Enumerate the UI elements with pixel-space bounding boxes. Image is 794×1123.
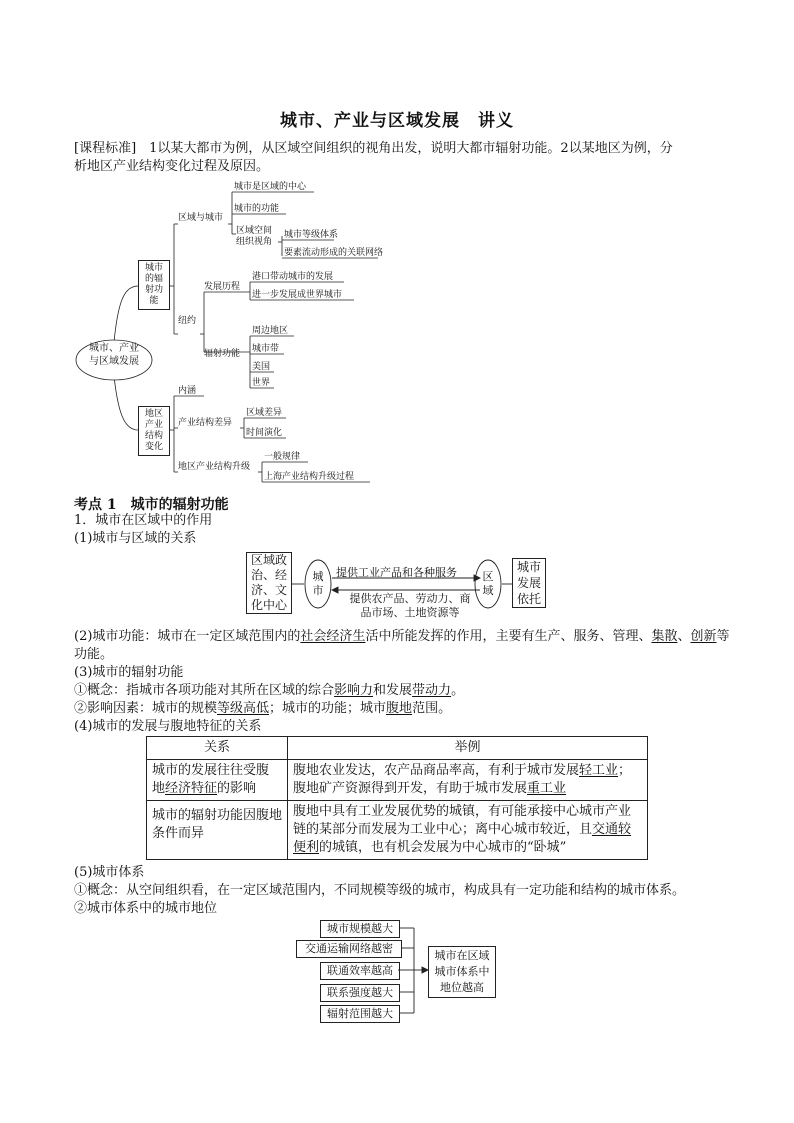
table-cell: 腹地农业发达，农产品商品率高，有利于城市发展轻工业； 腹地矿产资源得到开发，有助于城市发展重工业 <box>288 760 648 801</box>
node-spatial-view: 区域空间 组织视角 <box>236 226 273 247</box>
branch-radiation-function: 城市 的辐 射功 能 <box>138 260 170 310</box>
mind-map-lines <box>74 182 394 490</box>
table-cell: 腹地中具有工业发展优势的城镇，有可能承接中心城市产业链的某部分而发展为工业中心；离中心城市较近，且交通较便利的城镇，也有机会发展为中心城市的“卧城” <box>288 801 648 860</box>
node-surrounding: 周边地区 <box>252 326 289 336</box>
page-title: 城市、产业与区域发展 讲义 <box>280 111 514 131</box>
node-world-city: 进一步发展成世界城市 <box>252 290 343 300</box>
subheading-role: 1．城市在区域中的作用 <box>74 513 213 528</box>
node-region-city: 区域与城市 <box>178 213 224 223</box>
node-usa: 美国 <box>252 362 271 372</box>
radiation-factors: ②影响因素：城市的规模等级高低；城市的功能；城市腹地范围。 <box>74 701 452 716</box>
standard-label: [课程标准] <box>74 141 137 156</box>
node-city-center: 城市是区域的中心 <box>234 182 307 192</box>
factor-box: 辐射范围越大 <box>320 1005 400 1023</box>
node-network: 要素流动形成的关联网络 <box>284 248 384 258</box>
standard-line2: 析地区产业结构变化过程及原因。 <box>74 159 270 174</box>
node-shanghai: 上海产业结构升级过程 <box>264 472 355 482</box>
city-node: 城 市 <box>312 570 324 597</box>
radiation-concept: ①概念：指城市各项功能对其所在区域的综合影响力和发展带动力。 <box>74 683 465 698</box>
hinterland-table <box>146 736 648 860</box>
table-header: 关系 <box>147 737 288 760</box>
system-concept: ①概念：从空间组织看，在一定区域范围内，不同规模等级的城市，构成具有一定功能和结构的城市体系。 <box>74 883 686 898</box>
node-city-hierarchy: 城市等级体系 <box>284 230 339 240</box>
table-cell: 城市的发展往往受腹地经济特征的影响 <box>147 760 288 801</box>
course-standard <box>74 140 724 176</box>
result-box: 城市在区域 城市体系中 地位越高 <box>428 946 496 998</box>
factor-box: 联通效率越高 <box>320 962 400 980</box>
standard-line1: 1以某大都市为例，从区域空间组织的视角出发，说明大都市辐射功能。2以某地区为例，分 <box>136 141 673 156</box>
flow-top-label: 提供工业产品和各种服务 <box>336 566 457 579</box>
node-time-evolution: 时间演化 <box>246 428 283 438</box>
section-heading: 考点 1 城市的辐射功能 <box>74 497 229 513</box>
factor-box: 城市规模越大 <box>320 920 400 938</box>
table-header-row <box>147 737 648 760</box>
factor-box: 交通运输网络越密 <box>296 940 402 958</box>
node-upgrade: 地区产业结构升级 <box>178 462 251 472</box>
mind-map <box>74 182 394 490</box>
node-radiation: 辐射功能 <box>204 349 241 359</box>
factor-box: 联系强度越大 <box>320 984 400 1002</box>
radiation-title: (3)城市的辐射功能 <box>74 665 184 680</box>
node-world: 世界 <box>252 378 271 388</box>
mind-map-root: 城市、产业 与区域发展 <box>89 343 139 367</box>
city-function-text: (2)城市功能：城市在一定区域范围内的社会经济生活中所能发挥的作用，主要有生产、服务、管理、集散、创新等功能。 <box>74 629 730 662</box>
table-cell: 城市的辐射功能因腹地条件而异 <box>147 801 288 860</box>
node-port: 港口带动城市的发展 <box>252 272 334 282</box>
subheading-city-region: (1)城市与区域的关系 <box>74 531 197 546</box>
node-city-function: 城市的功能 <box>234 204 280 214</box>
table-row <box>147 760 648 801</box>
table-row <box>147 801 648 860</box>
branch-industry-structure: 地区 产业 结构 变化 <box>138 406 170 456</box>
node-newyork: 纽约 <box>178 316 197 326</box>
node-general-rule: 一般规律 <box>264 452 301 462</box>
center-box: 区域政 治、经 济、文 化中心 <box>246 552 292 614</box>
node-history: 发展历程 <box>204 282 241 292</box>
city-region-diagram <box>240 548 560 624</box>
system-title: (5)城市体系 <box>74 865 145 880</box>
node-regional-diff: 区域差异 <box>246 408 283 418</box>
node-structure-diff: 产业结构差异 <box>178 418 233 428</box>
node-city-belt: 城市带 <box>252 344 280 354</box>
region-node: 区 域 <box>482 570 494 597</box>
hinterland-title: (4)城市的发展与腹地特征的关系 <box>74 719 262 734</box>
node-connotation: 内涵 <box>178 386 197 396</box>
support-box: 城市 发展 依托 <box>512 558 546 608</box>
flow-bottom-label: 提供农产品、劳动力、商 品市场、土地资源等 <box>349 592 471 619</box>
city-position-diagram <box>290 918 510 1024</box>
table-header: 举例 <box>288 737 648 760</box>
system-position: ②城市体系中的城市地位 <box>74 901 218 916</box>
